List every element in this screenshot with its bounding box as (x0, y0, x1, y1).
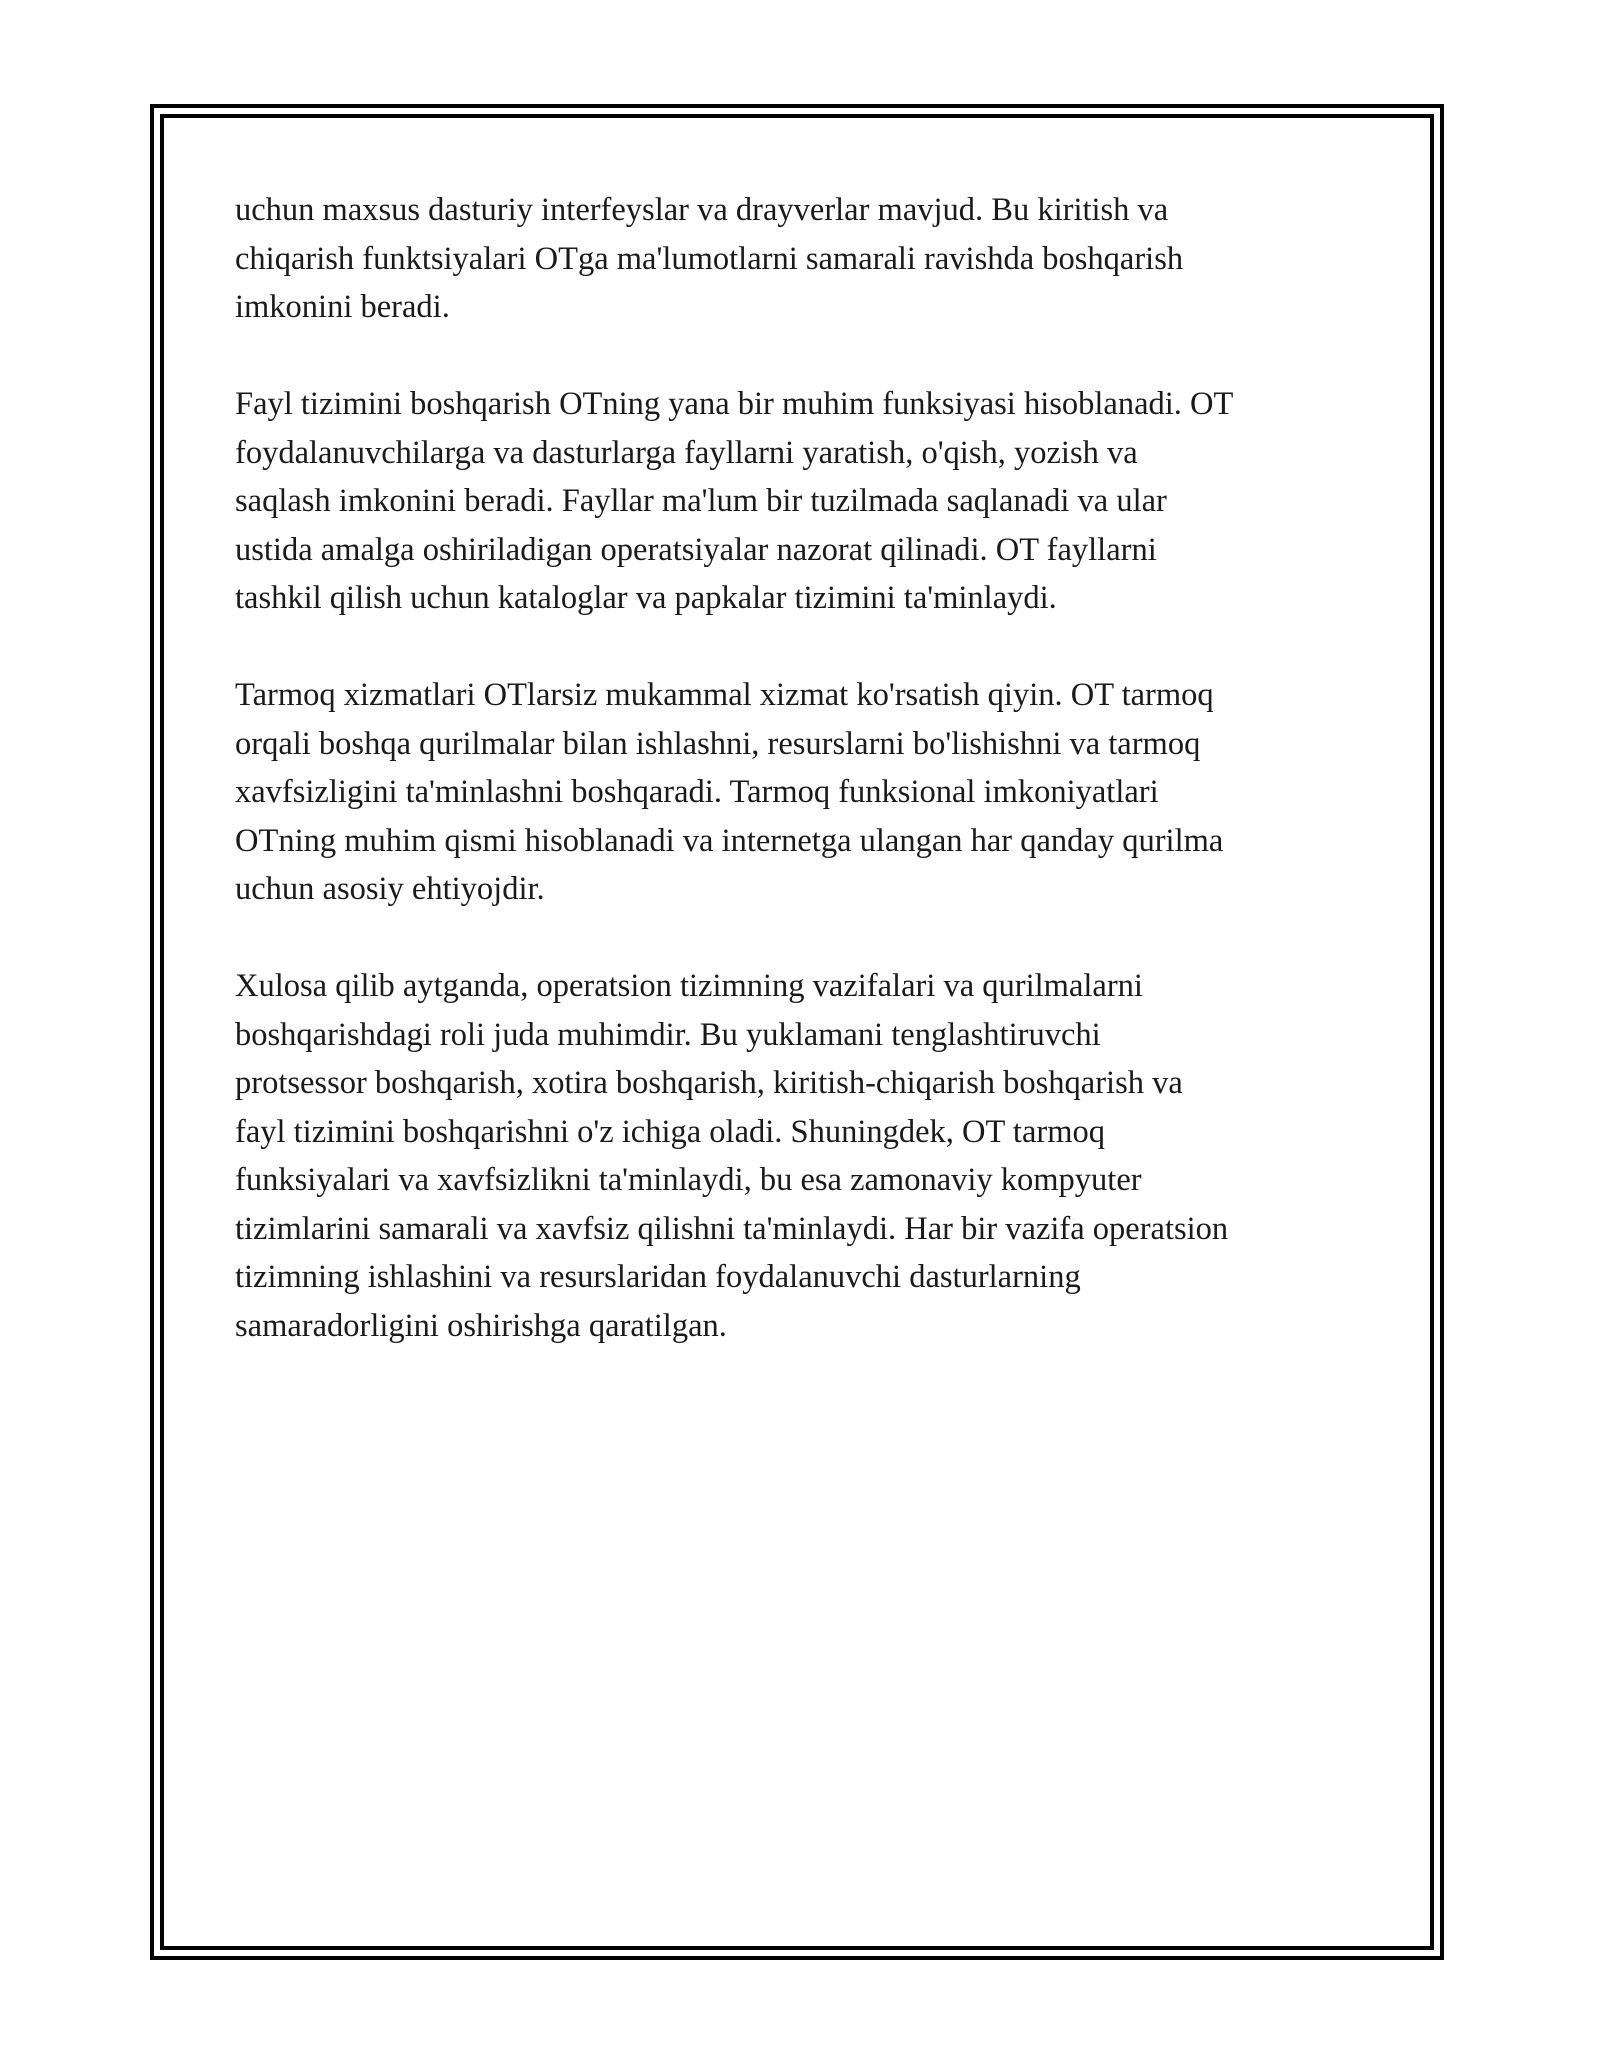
document-body (235, 186, 1375, 1399)
paragraph-2: Fayl tizimini boshqarish OTning yana bir muhim funksiyasi hisoblanadi. OT foydalanuvchilarga va dasturlarga fayllarni yaratish, o'qish, yozish va saqlash imkonini beradi. Fayllar ma'lum bir tuzilmada saqlanadi va ular ustida amalga oshiriladigan operatsiyalar nazorat qilinadi. OT fayllarni tashkil qilish uchun kataloglar va papkalar tizimini ta'minlaydi. (235, 386, 1234, 616)
paragraph-1: uchun maxsus dasturiy interfeyslar va drayverlar mavjud. Bu kiritish va chiqarish funktsiyalari OTga ma'lumotlarni samarali ravishda boshqarish imkonini beradi. (235, 192, 1184, 325)
paragraph-4: Xulosa qilib aytganda, operatsion tizimning vazifalari va qurilmalarni boshqarishdagi roli juda muhimdir. Bu yuklamani tenglashtiruvchi protsessor boshqarish, xotira boshqarish, kiritish-chiqarish boshqarish va fayl tizimini boshqarishni o'z ichiga oladi. Shuningdek, OT tarmoq funksiyalari va xavfsizlikni ta'minlaydi, bu esa zamonaviy kompyuter tizimlarini samarali va xavfsiz qilishni ta'minlaydi. Har bir vazifa operatsion tizimning ishlashini va resurslaridan foydalanuvchi dasturlarning samaradorligini oshirishga qaratilgan. (235, 968, 1229, 1344)
paragraph-3: Tarmoq xizmatlari OTlarsiz mukammal xizmat ko'rsatish qiyin. OT tarmoq orqali boshqa qurilmalar bilan ishlashni, resurslarni bo'lishishni va tarmoq xavfsizligini ta'minlashni boshqaradi. Tarmoq funksional imkoniyatlari OTning muhim qismi hisoblanadi va internetga ulangan har qanday qurilma uchun asosiy ehtiyojdir. (235, 677, 1224, 907)
